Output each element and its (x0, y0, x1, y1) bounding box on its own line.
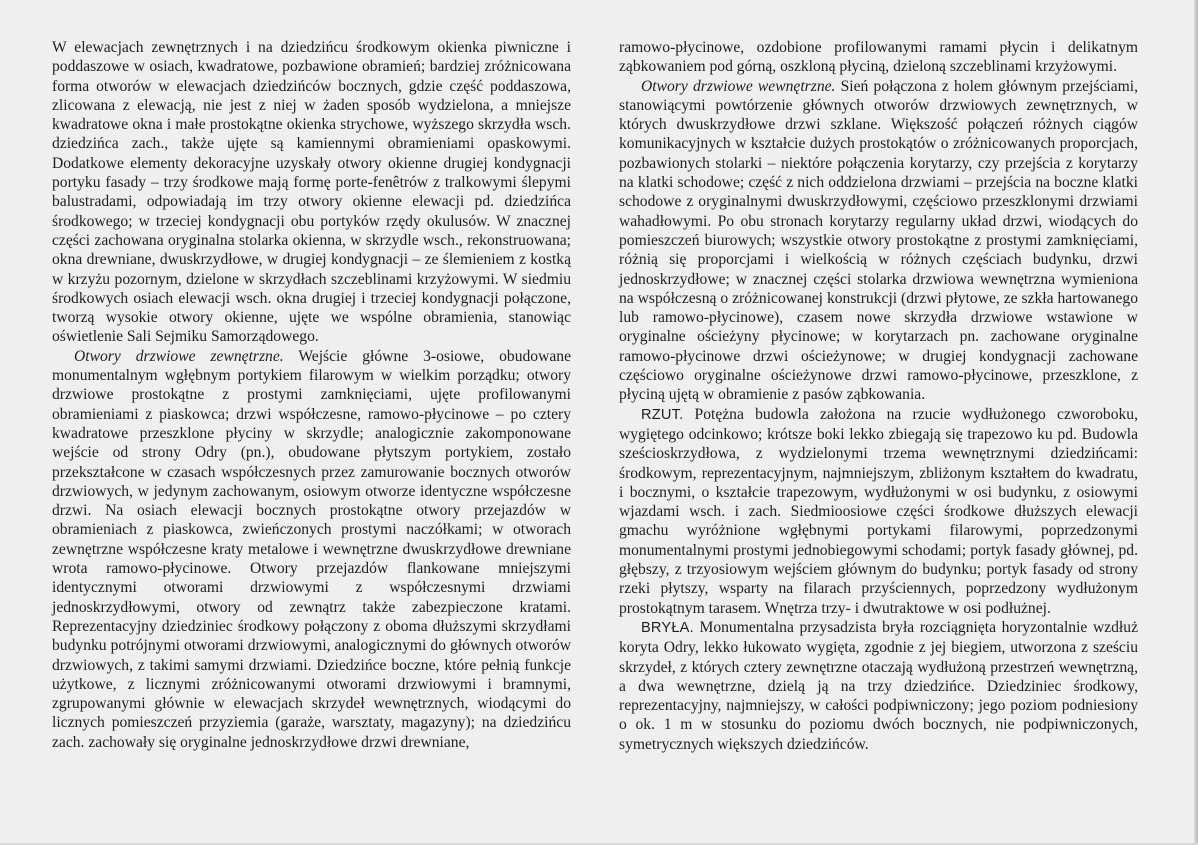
heading-exterior-doors: Otwory drzwiowe zewnętrzne. (74, 347, 284, 365)
body-interior-doors: Sień połączona z holem głównym przejściami, stanowiącymi powtórzenie głównych otworów drzwiowych zewnętrznych, w których dwuskrzydłowe drzwi szklane. Większość połączeń różnych ciągów komunikacyjnych w kształcie dużych prostokątów o zróżnicowanych proporcjach, pozbawionych stolarki – niektóre połączenia korytarzy, czy przejścia z korytarzy na klatki schodowe; część z nich oddzielona drzwiami – przejścia na boczne klatki schodowe z oryginalnymi dwuskrzydłowymi, częściowo przeszklonymi drzwiami wahadłowymi. Po obu stronach korytarzy regularny układ drzwi, wiodących do pomieszczeń biurowych; wszystkie otwory prostokątne z prostymi zamknięciami, różnią się proporcjami i wielkością w różnych częściach budynku, drzwi jednoskrzydłowe; w znacznej części stolarka drzwiowa wewnętrzna wymieniona na współczesną o zróżnicowanej konstrukcji (drzwi płytowe, ze szkła hartowanego lub ramowo-płycinowe), czasem nowe skrzydła drzwiowe wstawione w oryginalne ościeżyny płycinowe; w korytarzach pn. zachowane oryginalne ramowo-płycinowe drzwi ościeżynowe; w drugiej kondygnacji zachowane częściowo oryginalne ościeżynowe drzwi ramowo-płycinowe, przeszklone, z płyciną ujętą w obramienie z pasów ząbkowania. (619, 77, 1138, 404)
paragraph-plan (619, 405, 1138, 618)
heading-plan: RZUT. (641, 406, 684, 423)
body-massing: Monumentalna przysadzista bryła rozciągnięta horyzontalnie wzdłuż koryta Odry, lekko łukowato wygięta, zgodnie z jej biegiem, utworzona z sześciu skrzydeł, z których cztery zewnętrzne otaczają wydłużoną przestrzeń wewnętrzną, a dwa wewnętrzne, dzielą ją na trzy dziedzińce. Dziedziniec środkowy, reprezentacyjny, najmniejszy, w całości podpiwniczony; jego poziom podniesiony o ok. 1 m w stosunku do poziomu dwóch bocznych, nie podpiwniczonych, symetrycznych większych dziedzińców. (619, 618, 1138, 753)
right-text-column (619, 38, 1138, 754)
heading-massing: BRYŁA. (641, 619, 694, 636)
paragraph-continuation: ramowo-płycinowe, ozdobione profilowanymi ramami płycin i delikatnym ząbkowaniem pod górną, oszkloną płyciną, dzieloną szczeblinami krzyżowymi. (619, 39, 1138, 76)
body-exterior-doors: Wejście główne 3-osiowe, obudowane monumentalnym wgłębnym portykiem filarowym w wielkim porządku; otwory drzwiowe prostokątne z prostymi zamknięciami, ujęte profilowanymi obramieniami z piaskowca; drzwi współczesne, ramowo-płycinowe – po cztery kwadratowe przeszklone płyciny w skrzydle; analogicznie zakomponowane wejście od strony Odry (pn.), obudowane płytszym portykiem, zostało przekształcone w czasach współczesnych przez zamurowanie bocznych otworów drzwiowych, w jedynym zachowanym, osiowym otworze identyczne współczesne drzwi. Na osiach elewacji bocznych prostokątne otwory przejazdów w obramieniach z piaskowca, zwieńczonych prostymi naczółkami; w otworach zewnętrzne współczesne kraty metalowe i wewnętrzne dwuskrzydłowe drewniane wrota ramowo-płycinowe. Otwory przejazdów flankowane mniejszymi identycznymi otworami drzwiowymi z współczesnymi drzwiami jednoskrzydłowymi, otwory od zewnątrz także zabezpieczone kratami. Reprezentacyjny dziedziniec środkowy połączony z oboma dłuższymi skrzydłami budynku potrójnymi otworami drzwiowymi, analogicznymi do głównych otworów drzwiowych, z takimi samymi drzwiami. Dziedzińce boczne, które pełnią funkcje użytkowe, z licznymi zróżnicowanymi otworami drzwiowymi i bramnymi, zgrupowanymi głównie w elewacjach skrzydeł wewnętrznych, wiodącymi do licznych pomieszczeń przyziemia (garaże, warsztaty, magazyny); na dziedzińcu zach. zachowały się oryginalne jednoskrzydłowe drzwi drewniane, (52, 347, 572, 751)
heading-interior-doors: Otwory drzwiowe wewnętrzne. (641, 77, 836, 95)
body-plan: Potężna budowla założona na rzucie wydłużonego czworoboku, wygiętego odcinkowo; krótsze boki lekko zbiegają się trapezowo ku pd. Budowla sześcioskrzydłowa, z wydzielonymi trzema wewnętrznymi dziedzińcami: środkowym, reprezentacyjnym, najmniejszym, zbliżonym kształtem do kwadratu, i bocznymi, o kształcie trapezowym, wydłużonymi w osi budynku, z osiowymi wjazdami wsch. i zach. Siedmioosiowe części środkowe dłuższych elewacji gmachu wyróżnione wgłębnymi portykami filarowymi, poprzedzonymi monumentalnymi prostymi jednobiegowymi schodami; portyk fasady głównej, pd. głębszy, z trzyosiowym wejściem głównym do budynku; portyk fasady od strony rzeki płytszy, wsparty na filarach przyściennych, poprzedzony wydłużonym prostokątnym tarasem. Wnętrza trzy- i dwutraktowe w osi podłużnej. (619, 405, 1138, 617)
paragraph-interior-doors (619, 77, 1138, 405)
scan-edge-right (1194, 0, 1198, 845)
left-text-column (52, 38, 571, 752)
paragraph-massing (619, 618, 1138, 754)
paragraph-windows-exterior: W elewacjach zewnętrznych i na dziedzińcu środkowym okienka piwniczne i poddaszowe w osiach, kwadratowe, pozbawione obramień; bardziej zróżnicowana forma otworów w elewacjach dziedzińców bocznych, gdzie część poddaszowa, zlicowana z elewacją, nie jest z niej w żaden sposób wydzielona, a mniejsze kwadratowe okna i małe prostokątne okienka strychowe, wyższego skrzydła wsch. dziedzińca zach., także ujęte są kamiennymi obramieniami opaskowymi. Dodatkowe elementy dekoracyjne uzyskały otwory okienne drugiej kondygnacji portyku fasady – trzy środkowe mają formę porte-fenêtrów z tralkowymi ślepymi balustradami, odpowiadają im trzy otwory okienne elewacji pd. dziedzińca środkowego; w trzeciej kondygnacji obu portyków rzędy okulusów. W znacznej części zachowana oryginalna stolarka okienna, w skrzydle wsch., rekonstruowana; okna drewniane, dwuskrzydłowe, w drugiej kondygnacji – ze ślemieniem z kostką w krzyżu pozornym, dzielone w skrzydłach szczeblinami krzyżowymi. W siedmiu środkowych osiach elewacji wsch. okna drugiej i trzeciej kondygnacji połączone, tworzą wysokie otwory okienne, ujęte we wspólne obramienia, stanowiąc oświetlenie Sali Sejmiku Samorządowego. (52, 39, 571, 346)
paragraph-exterior-doors (52, 347, 571, 752)
